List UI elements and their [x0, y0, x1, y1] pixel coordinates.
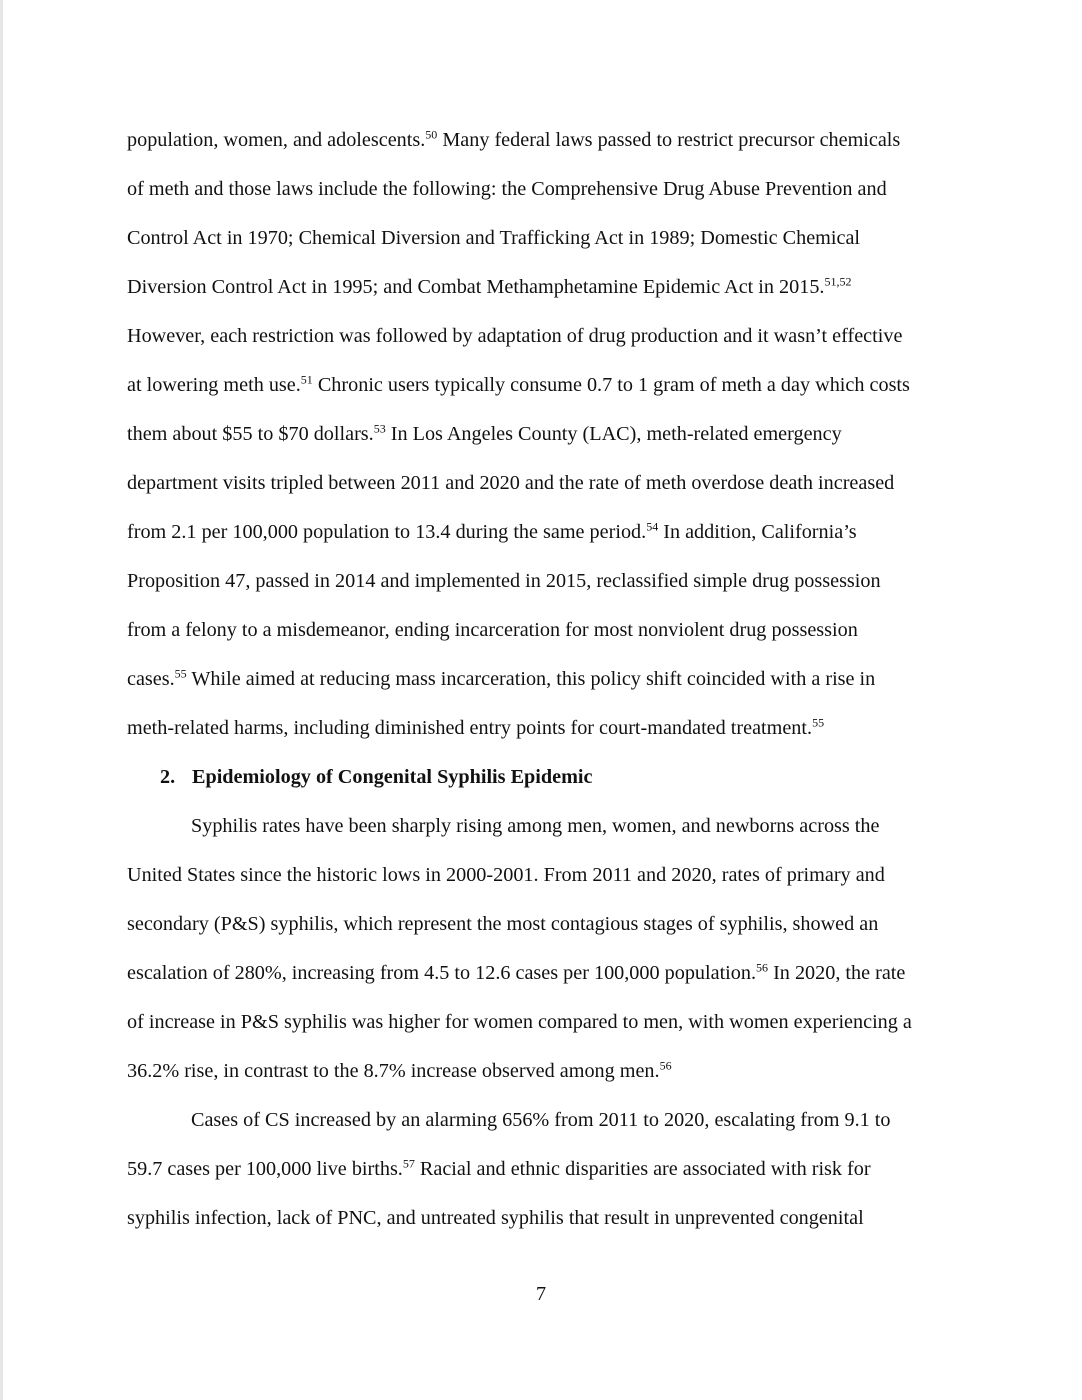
- body-text: [127, 122, 957, 1249]
- text-line: Cases of CS increased by an alarming 656% from 2011 to 2020, escalating from 9.1 to: [191, 1109, 891, 1131]
- page-number: 7: [535, 1283, 547, 1305]
- text-line: 36.2% rise, in contrast to the 8.7% increase observed among men.$^{56}$: [127, 1058, 672, 1082]
- page-edge: [0, 0, 3, 1400]
- footnote-ref: 50: [425, 127, 438, 142]
- section-heading: [127, 759, 957, 808]
- footnote-ref: 54: [646, 519, 659, 534]
- text-line: United States since the historic lows in 2000-2001. From 2011 and 2020, rates of primary and: [127, 864, 885, 886]
- footnote-ref: 51: [300, 372, 313, 387]
- text-line: However, each restriction was followed by adaptation of drug production and it wasn’t effective: [127, 325, 903, 347]
- text-line: Syphilis rates have been sharply rising among men, women, and newborns across the: [191, 815, 880, 837]
- footnote-ref: 53: [373, 421, 386, 436]
- section-title: Epidemiology of Congenital Syphilis Epidemic: [192, 766, 593, 788]
- text-line: 59.7 cases per 100,000 live births.$^{57}$ Racial and ethnic disparities are associated with risk for: [127, 1156, 871, 1180]
- text-line: Diversion Control Act in 1995; and Combat Methamphetamine Epidemic Act in 2015.$^{51,52}$: [127, 274, 852, 298]
- section-number: 2.: [160, 766, 176, 788]
- text-line: them about $55 to $70 dollars.$^{53}$ In Los Angeles County (LAC), meth-related emergency: [127, 421, 842, 445]
- footnote-ref: 56: [659, 1058, 672, 1073]
- text-line: population, women, and adolescents.$^{50}$ Many federal laws passed to restrict precursor chemicals: [127, 127, 901, 151]
- text-line: Control Act in 1970; Chemical Diversion and Trafficking Act in 1989; Domestic Chemical: [127, 227, 861, 249]
- text-line: meth-related harms, including diminished entry points for court-mandated treatment.$^{55}$: [127, 715, 825, 739]
- text-line: of meth and those laws include the following: the Comprehensive Drug Abuse Prevention and: [127, 178, 887, 200]
- text-line: escalation of 280%, increasing from 4.5 to 12.6 cases per 100,000 population.$^{56}$ In 2020, the rate: [127, 960, 906, 984]
- footnote-ref: 56: [756, 960, 769, 975]
- text-line: Proposition 47, passed in 2014 and implemented in 2015, reclassified simple drug possession: [127, 570, 881, 592]
- text-line: at lowering meth use.$^{51}$ Chronic users typically consume 0.7 to 1 gram of meth a day which costs: [127, 372, 910, 396]
- text-line: from 2.1 per 100,000 population to 13.4 during the same period.$^{54}$ In addition, California’s: [127, 519, 857, 543]
- text-line: of increase in P&S syphilis was higher for women compared to men, with women experiencing a: [127, 1011, 912, 1033]
- text-line: syphilis infection, lack of PNC, and untreated syphilis that result in unprevented congenital: [127, 1207, 864, 1229]
- footnote-ref: 51,52: [824, 274, 852, 289]
- text-line: cases.$^{55}$ While aimed at reducing mass incarceration, this policy shift coincided with a rise in: [127, 666, 876, 690]
- text-line: secondary (P&S) syphilis, which represent the most contagious stages of syphilis, showed an: [127, 913, 879, 935]
- footnote-ref: 55: [174, 666, 187, 681]
- text-line: department visits tripled between 2011 and 2020 and the rate of meth overdose death increased: [127, 472, 895, 494]
- text-line: from a felony to a misdemeanor, ending incarceration for most nonviolent drug possession: [127, 619, 858, 641]
- footnote-ref: 57: [402, 1156, 415, 1171]
- footnote-ref: 55: [812, 715, 825, 730]
